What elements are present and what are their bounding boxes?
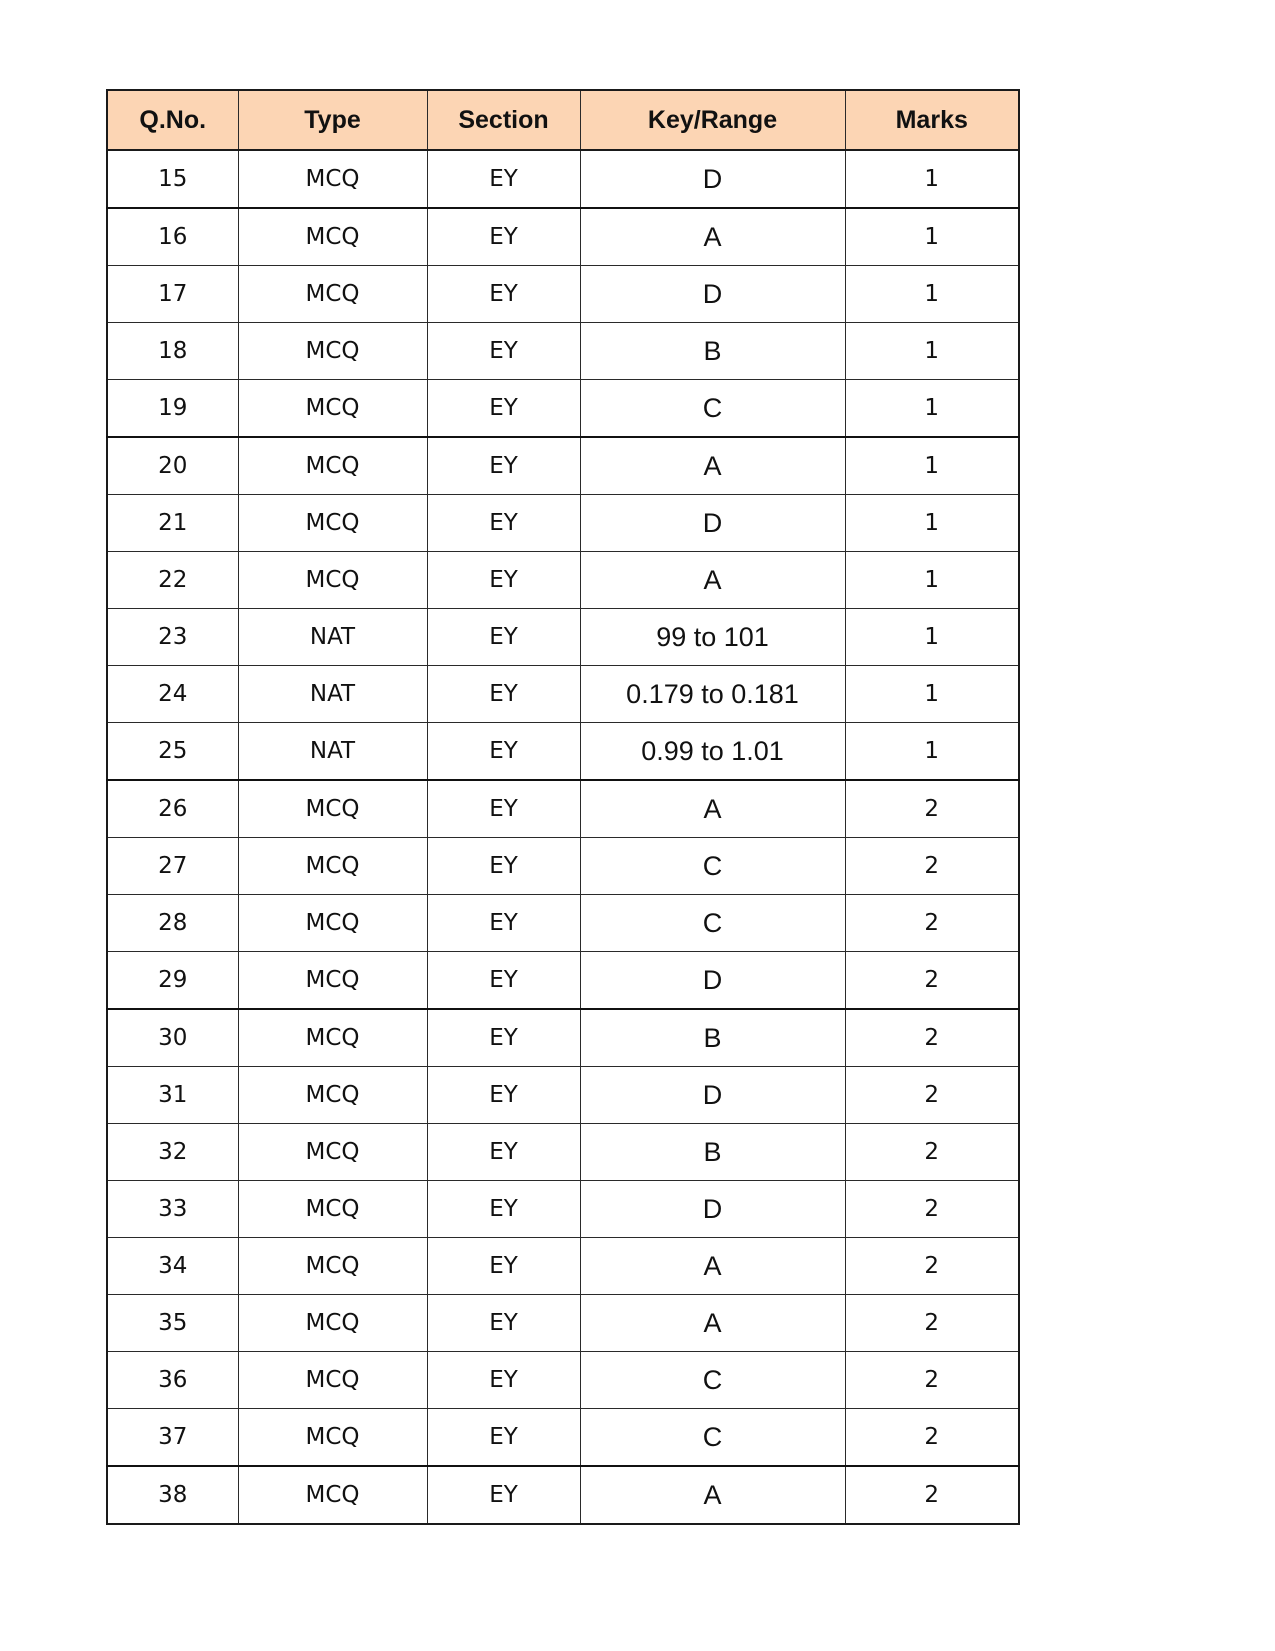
cell-qno: 30 [107,1009,238,1067]
header-type: Type [238,90,427,150]
cell-type: MCQ [238,952,427,1010]
table-row [107,1466,1019,1524]
cell-type: MCQ [238,266,427,323]
header-key-range: Key/Range [580,90,845,150]
cell-section: EY [427,323,580,380]
cell-type: MCQ [238,1009,427,1067]
cell-key-range: A [580,208,845,266]
table-body [107,150,1019,1524]
cell-key-range: 0.99 to 1.01 [580,723,845,781]
cell-qno: 16 [107,208,238,266]
cell-qno: 15 [107,150,238,208]
cell-type: MCQ [238,780,427,838]
cell-section: EY [427,1009,580,1067]
cell-qno: 29 [107,952,238,1010]
cell-key-range: D [580,266,845,323]
answer-key-table [106,89,1020,1525]
table-row [107,838,1019,895]
table-row [107,895,1019,952]
cell-section: EY [427,266,580,323]
cell-key-range: 99 to 101 [580,609,845,666]
cell-key-range: A [580,1295,845,1352]
cell-key-range: 0.179 to 0.181 [580,666,845,723]
cell-type: MCQ [238,437,427,495]
cell-section: EY [427,1238,580,1295]
cell-section: EY [427,1352,580,1409]
cell-key-range: A [580,780,845,838]
table-row [107,609,1019,666]
cell-key-range: D [580,952,845,1010]
cell-marks: 2 [845,1352,1019,1409]
cell-section: EY [427,723,580,781]
cell-section: EY [427,609,580,666]
cell-qno: 19 [107,380,238,438]
cell-qno: 18 [107,323,238,380]
cell-type: MCQ [238,1352,427,1409]
cell-type: MCQ [238,495,427,552]
cell-type: NAT [238,723,427,781]
cell-section: EY [427,1466,580,1524]
cell-qno: 22 [107,552,238,609]
cell-section: EY [427,437,580,495]
cell-section: EY [427,1409,580,1467]
cell-qno: 38 [107,1466,238,1524]
cell-section: EY [427,1067,580,1124]
table-row [107,208,1019,266]
cell-section: EY [427,150,580,208]
cell-key-range: D [580,495,845,552]
cell-marks: 2 [845,1067,1019,1124]
table-row [107,495,1019,552]
cell-key-range: C [580,1409,845,1467]
cell-section: EY [427,666,580,723]
cell-key-range: C [580,1352,845,1409]
cell-marks: 1 [845,208,1019,266]
cell-type: MCQ [238,1181,427,1238]
cell-section: EY [427,952,580,1010]
cell-key-range: D [580,1067,845,1124]
cell-type: MCQ [238,838,427,895]
cell-marks: 1 [845,150,1019,208]
cell-key-range: A [580,437,845,495]
cell-key-range: B [580,1009,845,1067]
cell-section: EY [427,895,580,952]
cell-marks: 2 [845,780,1019,838]
cell-marks: 2 [845,952,1019,1010]
table-row [107,780,1019,838]
cell-key-range: A [580,1238,845,1295]
cell-qno: 17 [107,266,238,323]
cell-qno: 34 [107,1238,238,1295]
cell-section: EY [427,552,580,609]
cell-section: EY [427,838,580,895]
header-row [107,90,1019,150]
cell-key-range: D [580,1181,845,1238]
table-row [107,1009,1019,1067]
cell-key-range: D [580,150,845,208]
cell-type: MCQ [238,323,427,380]
header-section: Section [427,90,580,150]
cell-type: NAT [238,666,427,723]
cell-marks: 1 [845,552,1019,609]
table-row [107,723,1019,781]
cell-marks: 2 [845,1409,1019,1467]
cell-type: MCQ [238,895,427,952]
header-marks: Marks [845,90,1019,150]
cell-marks: 1 [845,323,1019,380]
cell-section: EY [427,495,580,552]
table-row [107,380,1019,438]
table-row [107,1067,1019,1124]
table-row [107,1295,1019,1352]
cell-type: MCQ [238,1238,427,1295]
cell-marks: 2 [845,838,1019,895]
table-row [107,666,1019,723]
cell-marks: 1 [845,609,1019,666]
cell-type: NAT [238,609,427,666]
cell-section: EY [427,1124,580,1181]
header-qno: Q.No. [107,90,238,150]
cell-qno: 27 [107,838,238,895]
cell-qno: 33 [107,1181,238,1238]
cell-qno: 25 [107,723,238,781]
table-row [107,1181,1019,1238]
cell-qno: 28 [107,895,238,952]
cell-type: MCQ [238,1295,427,1352]
cell-marks: 1 [845,380,1019,438]
cell-type: MCQ [238,208,427,266]
table-row [107,266,1019,323]
cell-section: EY [427,380,580,438]
cell-key-range: B [580,323,845,380]
cell-marks: 1 [845,266,1019,323]
cell-section: EY [427,780,580,838]
cell-marks: 1 [845,437,1019,495]
cell-marks: 2 [845,1295,1019,1352]
cell-type: MCQ [238,1409,427,1467]
cell-marks: 2 [845,1124,1019,1181]
table-row [107,323,1019,380]
cell-qno: 35 [107,1295,238,1352]
cell-qno: 36 [107,1352,238,1409]
cell-marks: 2 [845,1238,1019,1295]
cell-marks: 2 [845,895,1019,952]
cell-marks: 2 [845,1009,1019,1067]
table-row [107,437,1019,495]
cell-type: MCQ [238,552,427,609]
table-row [107,1409,1019,1467]
cell-marks: 1 [845,495,1019,552]
cell-key-range: A [580,1466,845,1524]
cell-qno: 24 [107,666,238,723]
cell-type: MCQ [238,1067,427,1124]
table-row [107,1352,1019,1409]
cell-type: MCQ [238,1124,427,1181]
cell-key-range: B [580,1124,845,1181]
cell-qno: 31 [107,1067,238,1124]
cell-qno: 37 [107,1409,238,1467]
cell-key-range: C [580,895,845,952]
cell-marks: 2 [845,1181,1019,1238]
table-row [107,552,1019,609]
table-row [107,1124,1019,1181]
table-header [107,90,1019,150]
cell-qno: 23 [107,609,238,666]
cell-marks: 1 [845,723,1019,781]
table-row [107,952,1019,1010]
cell-marks: 2 [845,1466,1019,1524]
cell-type: MCQ [238,380,427,438]
cell-section: EY [427,1181,580,1238]
cell-qno: 20 [107,437,238,495]
cell-key-range: C [580,380,845,438]
cell-marks: 1 [845,666,1019,723]
cell-key-range: A [580,552,845,609]
cell-key-range: C [580,838,845,895]
cell-qno: 21 [107,495,238,552]
table-row [107,1238,1019,1295]
cell-type: MCQ [238,1466,427,1524]
cell-section: EY [427,1295,580,1352]
cell-qno: 32 [107,1124,238,1181]
table-row [107,150,1019,208]
cell-type: MCQ [238,150,427,208]
cell-qno: 26 [107,780,238,838]
cell-section: EY [427,208,580,266]
